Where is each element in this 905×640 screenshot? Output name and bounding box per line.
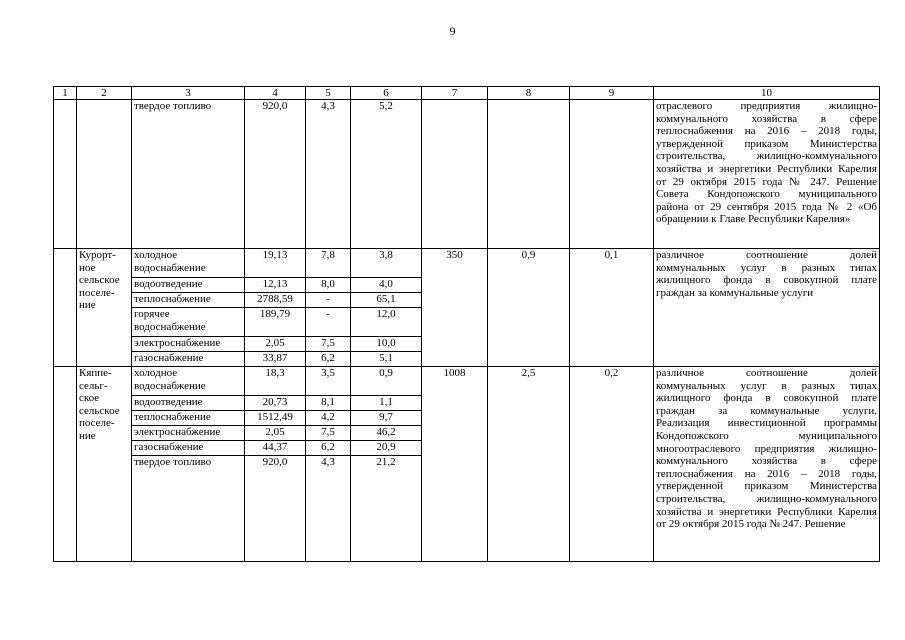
header-cell: 4 xyxy=(245,87,306,100)
value-cell: 0,1 xyxy=(570,249,654,367)
value-cell: 9,7 xyxy=(351,411,422,426)
text-line: коммунального хозяйства в сфере xyxy=(656,455,877,468)
value-cell: 0,9 xyxy=(488,249,570,367)
indicators-table xyxy=(53,86,880,562)
text-line: сельское xyxy=(79,274,120,287)
table-cell xyxy=(54,100,77,249)
text-line: коммунального хозяйства в сфере xyxy=(656,112,877,125)
resource-cell: твердое топливо xyxy=(132,456,245,562)
text-line: сельское xyxy=(79,404,120,417)
text-line: строительства, жилищно-коммунального xyxy=(656,492,877,505)
resource-cell: электроснабжение xyxy=(132,426,245,441)
value-cell: 8,0 xyxy=(306,278,351,293)
value-cell: 20,9 xyxy=(351,441,422,456)
table-row xyxy=(54,367,880,396)
resource-cell: теплоснабжение xyxy=(132,293,245,308)
text-line: холодное xyxy=(134,367,178,379)
value-cell: - xyxy=(306,293,351,308)
reason-cell xyxy=(654,249,880,367)
header-row xyxy=(54,87,880,100)
text-line: холодное xyxy=(134,249,178,261)
value-cell: 4,2 xyxy=(306,411,351,426)
value-cell: 3,8 xyxy=(351,249,422,278)
text-line: многоотраслевого предприятия жилищно- xyxy=(656,442,877,455)
header-cell: 8 xyxy=(488,87,570,100)
value-cell: 4,3 xyxy=(306,456,351,562)
value-cell: 10,0 xyxy=(351,337,422,352)
resource-cell: газоснабжение xyxy=(132,352,245,367)
value-cell: 20,73 xyxy=(245,396,306,411)
text-line: Совета Кондопожского муниципального xyxy=(656,188,877,201)
text-line: строительства, жилищно-коммунального xyxy=(656,150,877,163)
text-line: сельг- xyxy=(79,379,108,392)
value-cell: 46,2 xyxy=(351,426,422,441)
table-row xyxy=(54,100,880,249)
text-line: отраслевого предприятия жилищно- xyxy=(656,100,877,112)
reason-cell xyxy=(654,367,880,562)
resource-cell xyxy=(132,367,245,396)
value-cell: 12,0 xyxy=(351,308,422,337)
text-line: различное соотношение долей xyxy=(656,249,877,261)
value-cell: 6,2 xyxy=(306,352,351,367)
resource-cell: водоотведение xyxy=(132,278,245,293)
text-line: жилищного фонда в совокупной плате xyxy=(656,392,877,405)
value-cell: 7,5 xyxy=(306,337,351,352)
resource-cell: водоотведение xyxy=(132,396,245,411)
text-line: водоснабжение xyxy=(134,320,206,333)
page-number: 9 xyxy=(449,24,456,38)
value-cell: - xyxy=(306,308,351,337)
text-line: коммунальных услуг в разных типах xyxy=(656,379,877,392)
value-cell: 5,1 xyxy=(351,352,422,367)
value-cell: 4,3 xyxy=(306,100,351,249)
value-cell: 0,2 xyxy=(570,367,654,562)
settlement-cell xyxy=(77,249,132,367)
text-line: района от 29 сентября 2015 года № 2 «Об xyxy=(656,200,877,213)
resource-cell: твердое топливо xyxy=(132,100,245,249)
header-cell: 2 xyxy=(77,87,132,100)
text-line: граждан за коммунальные услуги xyxy=(656,286,814,299)
value-cell: 1008 xyxy=(422,367,488,562)
text-line: ское xyxy=(79,392,100,405)
text-line: Кяппе- xyxy=(79,367,112,379)
text-line: теплоснабжения на 2016 – 2018 годы, xyxy=(656,125,877,138)
value-cell: 7,8 xyxy=(306,249,351,278)
header-cell: 1 xyxy=(54,87,77,100)
header-cell: 3 xyxy=(132,87,245,100)
value-cell: 18,3 xyxy=(245,367,306,396)
value-cell: 920,0 xyxy=(245,456,306,562)
value-cell: 2,05 xyxy=(245,337,306,352)
table-row xyxy=(54,249,880,278)
resource-cell: электроснабжение xyxy=(132,337,245,352)
table-cell xyxy=(570,100,654,249)
resource-cell: теплоснабжение xyxy=(132,411,245,426)
text-line: горячее xyxy=(134,308,170,320)
value-cell: 12,13 xyxy=(245,278,306,293)
text-line: различное соотношение долей xyxy=(656,367,877,379)
reason-cell xyxy=(654,100,880,249)
settlement-cell xyxy=(77,367,132,562)
value-cell: 189,79 xyxy=(245,308,306,337)
resource-cell xyxy=(132,249,245,278)
value-cell: 1,1 xyxy=(351,396,422,411)
header-cell: 9 xyxy=(570,87,654,100)
text-line: ное xyxy=(79,261,96,274)
table-cell xyxy=(77,100,132,249)
text-line: обращении к Главе Республики Карелия» xyxy=(656,213,851,226)
table-cell xyxy=(488,100,570,249)
value-cell: 2,05 xyxy=(245,426,306,441)
table-cell xyxy=(54,367,77,562)
text-line: от 29 октября 2015 года № 247. Решение xyxy=(656,175,877,188)
text-line: водоснабжение xyxy=(134,261,206,274)
value-cell: 1512,49 xyxy=(245,411,306,426)
value-cell: 19,13 xyxy=(245,249,306,278)
table-cell xyxy=(54,249,77,367)
text-line: Кондопожского муниципального xyxy=(656,429,877,442)
text-line: поселе- xyxy=(79,286,115,299)
value-cell: 0,9 xyxy=(351,367,422,396)
text-line: ние xyxy=(79,429,96,442)
text-line: теплоснабжения на 2016 – 2018 годы, xyxy=(656,467,877,480)
text-line: Реализация инвестиционной программы xyxy=(656,417,877,430)
value-cell: 350 xyxy=(422,249,488,367)
value-cell: 5,2 xyxy=(351,100,422,249)
value-cell: 2788,59 xyxy=(245,293,306,308)
text-line: водоснабжение xyxy=(134,379,206,392)
text-line: от 29 октября 2015 года № 247. Решение xyxy=(656,518,846,531)
resource-cell: газоснабжение xyxy=(132,441,245,456)
value-cell: 65,1 xyxy=(351,293,422,308)
text-line: ние xyxy=(79,299,96,312)
text-line: жилищного фонда в совокупной плате xyxy=(656,274,877,287)
value-cell: 2,5 xyxy=(488,367,570,562)
text-line: коммунальных услуг в разных типах xyxy=(656,261,877,274)
header-cell: 6 xyxy=(351,87,422,100)
text-line: хозяйства и энергетики Республики Карелия xyxy=(656,162,877,175)
resource-cell xyxy=(132,308,245,337)
text-line: утвержденной приказом Министерства xyxy=(656,137,877,150)
table-cell xyxy=(422,100,488,249)
value-cell: 4,0 xyxy=(351,278,422,293)
value-cell: 8,1 xyxy=(306,396,351,411)
text-line: поселе- xyxy=(79,417,115,430)
value-cell: 44,37 xyxy=(245,441,306,456)
value-cell: 7,5 xyxy=(306,426,351,441)
value-cell: 6,2 xyxy=(306,441,351,456)
value-cell: 3,5 xyxy=(306,367,351,396)
value-cell: 21,2 xyxy=(351,456,422,562)
text-line: Курорт- xyxy=(79,249,116,261)
header-cell: 5 xyxy=(306,87,351,100)
text-line: граждан за коммунальные услуги. xyxy=(656,404,877,417)
value-cell: 33,87 xyxy=(245,352,306,367)
text-line: хозяйства и энергетики Республики Карелия xyxy=(656,505,877,518)
header-cell: 7 xyxy=(422,87,488,100)
text-line: утвержденной приказом Министерства xyxy=(656,480,877,493)
value-cell: 920,0 xyxy=(245,100,306,249)
header-cell: 10 xyxy=(654,87,880,100)
